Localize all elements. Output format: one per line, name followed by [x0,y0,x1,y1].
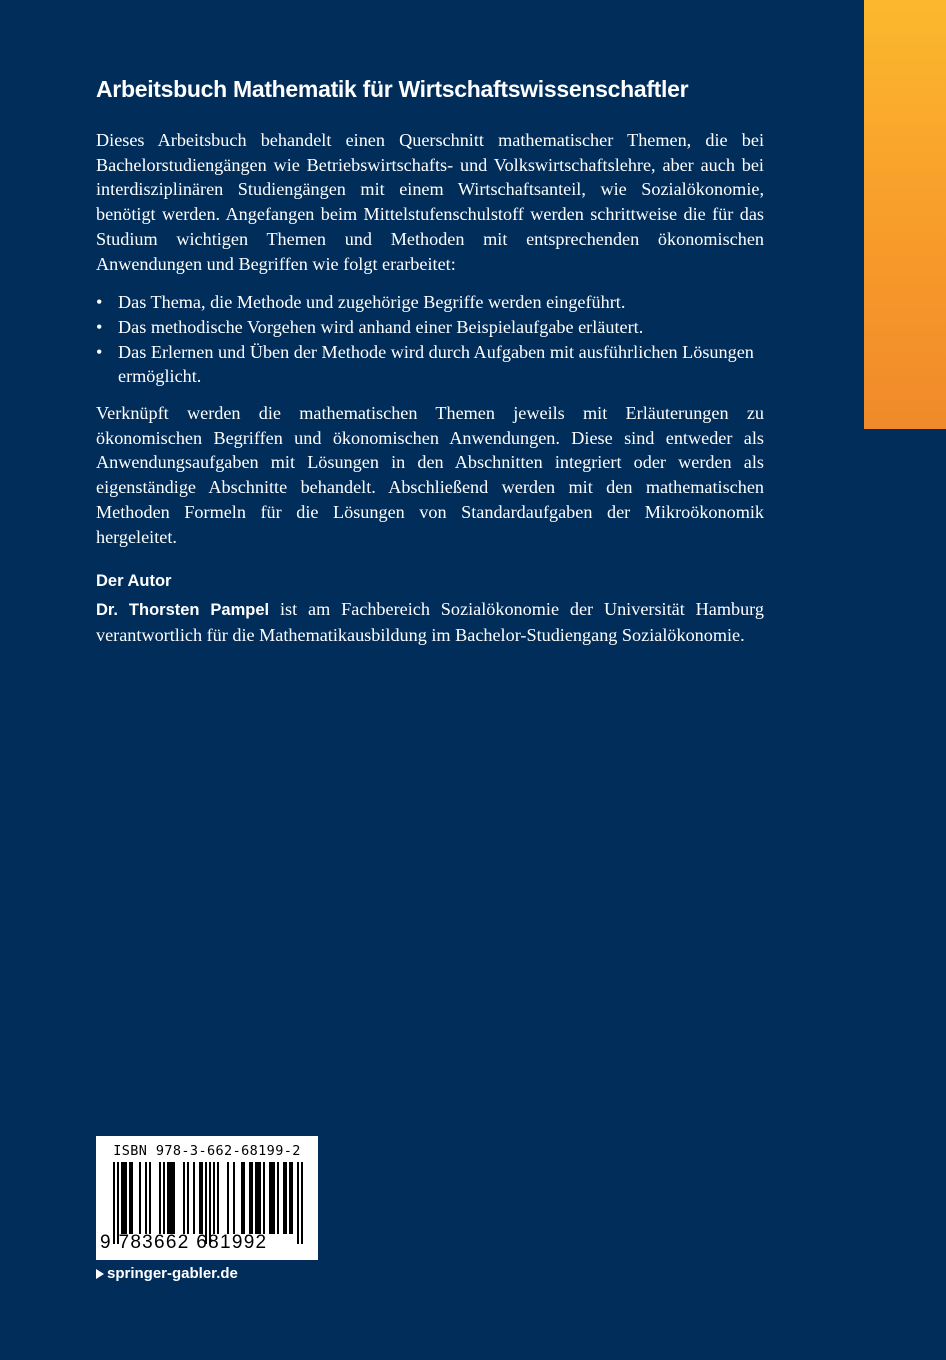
author-heading: Der Autor [96,572,172,591]
barcode-bar [167,1162,169,1234]
accent-color-bar [864,0,946,429]
bullet-icon: • [96,316,103,337]
barcode-bar [139,1162,141,1234]
barcode-bar [145,1162,147,1234]
bullet-icon: • [96,341,103,362]
publisher-website[interactable] [96,1265,238,1282]
body-paragraph: Verknüpft werden die mathematischen Themen jeweils mit Erläuterungen zu ökonomischen Begriffen und ökonomischen Anwendungen. Diese sind entweder als Anwendungsaufgaben mit Lösungen in den Abschnitten integriert oder werden als eigenständige Abschnitte behandelt. Abschließend werden mit den mathematischen Methoden Formeln für die Lösungen von Standardaufgaben der Mikroökonomik hergeleitet. [96,403,764,547]
barcode-bar [255,1162,257,1234]
barcode-bar [159,1162,161,1234]
barcode-bar [259,1162,261,1234]
barcode-bar [257,1162,259,1234]
barcode-bar [193,1162,195,1234]
barcode-bar [269,1162,271,1234]
barcode-bar [171,1162,173,1234]
barcode-bar [243,1162,245,1234]
barcode-bar [121,1162,123,1234]
list-item: • Das methodische Vorgehen wird anhand einer Beispielaufgabe erläutert. [96,315,764,340]
barcode-bar [123,1162,125,1234]
barcode-bar [163,1162,165,1234]
author-description: ist am Fachbereich Sozialökonomie der Universität Hamburg verantwortlich für die Mathematikausbildung im Bachelor-Studiengang Sozialökonomie. [96,599,764,646]
list-item: • Das Erlernen und Üben der Methode wird durch Aufgaben mit ausführlichen Lösungen ermöglicht. [96,341,754,387]
author-bio [96,597,764,648]
list-item: • Das Thema, die Methode und zugehörige Begriffe werden eingeführt. [96,290,764,315]
website-link[interactable]: springer-gabler.de [107,1265,238,1282]
barcode-bar [251,1162,253,1234]
barcode-bar [227,1162,229,1234]
barcode-bar [241,1162,243,1234]
barcode-bar [291,1162,293,1234]
barcode-bar [289,1162,291,1234]
barcode-bar [129,1162,131,1234]
barcode-bar [199,1162,201,1234]
barcode-bar [285,1162,287,1234]
barcode-bar [213,1162,215,1234]
barcode-bar [233,1162,235,1234]
author-name: Dr. Thorsten Pampel [96,601,270,620]
barcode-bar [131,1162,133,1234]
intro-paragraph: Dieses Arbeitsbuch behandelt einen Querschnitt mathematischer Themen, die bei Bachelorstudiengängen wie Betriebswirtschafts- und Volkswirtschaftslehre, aber auch bei interdisziplinären Studiengängen mit einem Wirtschaftsanteil, wie Sozialökonomie, benötigt werden. Angefangen beim Mittelstufenschulstoff werden schrittweise die für das Studium wichtigen Themen und Methoden mit entsprechenden ökonomischen Anwendungen und Begriffen wie folgt erarbeitet: [96,130,764,274]
barcode-bar [201,1162,203,1234]
feature-list [96,290,764,389]
barcode-digits: 9 783662 681992 [100,1232,268,1253]
barcode-bar [183,1162,185,1234]
barcode-bar [149,1162,151,1234]
barcode-bar [249,1162,251,1234]
barcode-bar [125,1162,127,1234]
book-title: Arbeitsbuch Mathematik für Wirtschaftswissenschaftler [96,76,689,102]
back-cover-content [96,72,764,648]
isbn-barcode [96,1136,318,1260]
bullet-icon: • [96,292,103,313]
barcode-bar [173,1162,175,1234]
barcode-bar [187,1162,189,1234]
isbn-label: ISBN 978-3-662-68199-2 [113,1143,301,1159]
barcode-bar [283,1162,285,1234]
barcode-bar [271,1162,273,1234]
barcode-bar [169,1162,171,1234]
arrow-right-icon [96,1269,104,1279]
barcode-bar [263,1162,265,1234]
barcode-bar [273,1162,275,1234]
barcode-bar [217,1162,219,1234]
barcode-bar [277,1162,279,1234]
